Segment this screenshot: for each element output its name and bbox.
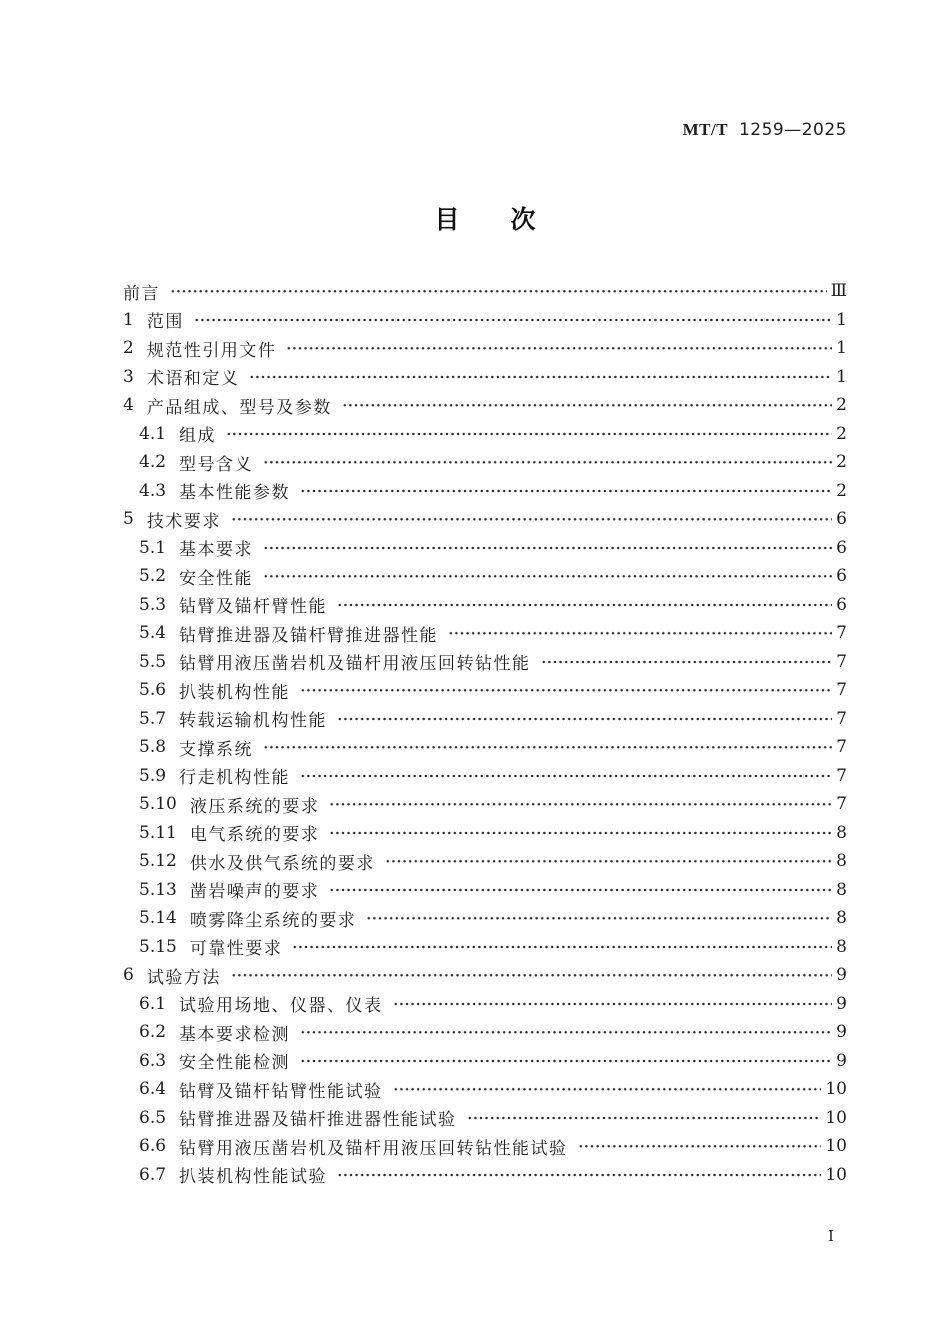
toc-entry — [123, 591, 847, 620]
toc-entry-number: 5 — [123, 509, 134, 530]
toc-entry-number: 4 — [123, 395, 134, 416]
toc-title-char-right: 次 — [510, 205, 536, 234]
toc-entry — [123, 619, 847, 648]
dot-leader — [300, 1018, 832, 1047]
dot-leader — [300, 477, 832, 506]
toc-entry-number: 5.13 — [139, 879, 177, 900]
toc-entry — [123, 534, 847, 563]
toc-entry-number: 3 — [123, 366, 134, 387]
toc-entry-number: 4.3 — [139, 480, 167, 501]
toc-entry — [123, 961, 847, 990]
toc-entry-page: 9 — [836, 1050, 847, 1071]
toc-entry — [123, 676, 847, 705]
dot-leader — [300, 676, 832, 705]
toc-entry-label: 安全性能 — [179, 568, 254, 589]
toc-entry-page: 7 — [836, 623, 847, 644]
toc-entry-label: 转载运输机构性能 — [179, 711, 328, 732]
dot-leader — [337, 1161, 821, 1190]
standard-code-prefix: MT/T — [682, 120, 729, 139]
toc-entry — [123, 1047, 847, 1076]
toc-entry-label: 安全性能检测 — [179, 1053, 291, 1074]
toc-entry-page: 2 — [836, 395, 847, 416]
toc-entry-number: 4.2 — [139, 452, 167, 473]
toc-entry-page: 8 — [836, 936, 847, 957]
dot-leader — [329, 876, 832, 905]
toc-entry-number: 6 — [123, 965, 134, 986]
toc-entry-number: 1 — [123, 309, 134, 330]
toc-entry-label: 技术要求 — [146, 511, 221, 532]
toc-entry-label: 扒装机构性能 — [179, 682, 291, 703]
toc-entry — [123, 648, 847, 677]
toc-entry-number: 5.6 — [139, 680, 167, 701]
toc-entry — [123, 790, 847, 819]
toc-entry-label: 型号含义 — [179, 454, 254, 475]
toc-entry-page: 8 — [836, 851, 847, 872]
toc-entry-label: 液压系统的要求 — [189, 796, 320, 817]
toc-entry-number: 5.8 — [139, 737, 167, 758]
dot-leader — [231, 961, 832, 990]
toc-entry-page: 7 — [836, 708, 847, 729]
toc-entry-label: 产品组成、型号及参数 — [146, 397, 332, 418]
toc-entry-label: 钻臂推进器及锚杆臂推进器性能 — [179, 625, 439, 646]
toc-entry-label: 基本性能参数 — [179, 483, 291, 504]
toc-entry-label: 规范性引用文件 — [146, 340, 277, 361]
dot-leader — [329, 790, 832, 819]
toc-entry — [123, 505, 847, 534]
toc-entry-label: 行走机构性能 — [179, 768, 291, 789]
dot-leader — [337, 705, 832, 734]
toc-entry-number: 6.6 — [139, 1136, 167, 1157]
toc-entry-page: 1 — [836, 366, 847, 387]
dot-leader — [329, 819, 832, 848]
toc-entry — [123, 391, 847, 420]
toc-entry-number: 4.1 — [139, 423, 167, 444]
dot-leader — [393, 1075, 822, 1104]
toc-entry-number: 5.4 — [139, 623, 167, 644]
toc-entry-label: 基本要求检测 — [179, 1024, 291, 1045]
dot-leader — [342, 391, 832, 420]
toc-entry-page: 6 — [836, 594, 847, 615]
toc-entry-page: 10 — [825, 1164, 847, 1185]
toc-entry — [123, 277, 847, 306]
toc-entry-page: 10 — [825, 1136, 847, 1157]
toc-entry-page: 7 — [836, 794, 847, 815]
toc-entry-label: 电气系统的要求 — [189, 825, 320, 846]
toc-entry-page: Ⅲ — [830, 281, 847, 302]
toc-entry-number: 6.1 — [139, 993, 167, 1014]
toc-entry-page: 8 — [836, 822, 847, 843]
dot-leader — [231, 505, 832, 534]
toc-entry — [123, 733, 847, 762]
standard-code-number: 1259—2025 — [738, 120, 847, 140]
toc-entry-label: 钻臂用液压凿岩机及锚杆用液压回转钻性能 — [179, 654, 531, 675]
toc-entry-page: 9 — [836, 1022, 847, 1043]
toc-entry-page: 7 — [836, 737, 847, 758]
toc-entry-page: 2 — [836, 423, 847, 444]
toc-entry — [123, 762, 847, 791]
toc-entry-page: 8 — [836, 879, 847, 900]
toc-entry-number: 2 — [123, 338, 134, 359]
toc-entry-number: 5.9 — [139, 765, 167, 786]
toc-entry-label: 范围 — [146, 312, 184, 333]
toc-entry — [123, 448, 847, 477]
dot-leader — [337, 591, 832, 620]
toc-entry-number: 5.5 — [139, 651, 167, 672]
dot-leader — [300, 762, 832, 791]
toc-entry-label: 前言 — [123, 283, 160, 304]
toc-entry-number: 5.3 — [139, 594, 167, 615]
toc-entry-number: 5.10 — [139, 794, 177, 815]
dot-leader — [170, 277, 827, 306]
dot-leader — [263, 562, 832, 591]
toc-entry-page: 9 — [836, 993, 847, 1014]
toc-entry-label: 凿岩噪声的要求 — [189, 882, 320, 903]
toc-entry-label: 钻臂及锚杆臂性能 — [179, 597, 328, 618]
dot-leader — [366, 904, 832, 933]
dot-leader — [541, 648, 833, 677]
toc-entry-number: 5.7 — [139, 708, 167, 729]
dot-leader — [467, 1104, 822, 1133]
dot-leader — [286, 334, 832, 363]
dot-leader — [385, 847, 832, 876]
dot-leader — [263, 534, 832, 563]
toc-entry-number: 5.12 — [139, 851, 177, 872]
toc-entry-label: 钻臂用液压凿岩机及锚杆用液压回转钻性能试验 — [179, 1138, 568, 1159]
toc-entry-page: 7 — [836, 765, 847, 786]
toc-entry-label: 喷雾降尘系统的要求 — [189, 910, 357, 931]
toc-title-char-left: 目 — [434, 205, 460, 234]
toc-entry — [123, 1104, 847, 1133]
toc-entry-page: 6 — [836, 537, 847, 558]
toc-entry — [123, 819, 847, 848]
dot-leader — [292, 933, 832, 962]
toc-entry — [123, 1161, 847, 1190]
toc-entry — [123, 1132, 847, 1161]
toc-entry-label: 试验用场地、仪器、仪表 — [179, 996, 383, 1017]
toc-entry-label: 基本要求 — [179, 540, 254, 561]
toc-entry-number: 5.15 — [139, 936, 177, 957]
toc-entry-label: 试验方法 — [146, 967, 221, 988]
toc-entry-number: 6.3 — [139, 1050, 167, 1071]
toc-entry-page: 1 — [836, 338, 847, 359]
toc-entry-number: 5.1 — [139, 537, 167, 558]
dot-leader — [300, 1047, 832, 1076]
toc-entry — [123, 420, 847, 449]
toc-entry-number: 6.7 — [139, 1164, 167, 1185]
toc-entry-number: 6.4 — [139, 1079, 167, 1100]
toc-entry-page: 7 — [836, 651, 847, 672]
toc-entry-label: 钻臂推进器及锚杆推进器性能试验 — [179, 1110, 457, 1131]
toc-entry-label: 扒装机构性能试验 — [179, 1167, 328, 1188]
toc-entry — [123, 990, 847, 1019]
dot-leader — [194, 306, 832, 335]
toc-entry — [123, 306, 847, 335]
toc-entry-number: 5.14 — [139, 908, 177, 929]
toc-entry-number: 5.2 — [139, 566, 167, 587]
toc-entry — [123, 847, 847, 876]
toc-entry-number: 6.5 — [139, 1107, 167, 1128]
toc-entry — [123, 1018, 847, 1047]
toc-entry-page: 7 — [836, 680, 847, 701]
toc-entry — [123, 705, 847, 734]
standard-code — [683, 120, 847, 140]
toc-entry-label: 供水及供气系统的要求 — [189, 853, 375, 874]
dot-leader — [226, 420, 832, 449]
dot-leader — [263, 733, 832, 762]
toc-list — [123, 277, 847, 1189]
toc-entry — [123, 876, 847, 905]
toc-entry — [123, 1075, 847, 1104]
toc-entry-number: 5.11 — [139, 822, 177, 843]
toc-entry — [123, 477, 847, 506]
toc-entry-label: 组成 — [179, 426, 217, 447]
toc-entry-page: 1 — [836, 309, 847, 330]
toc-entry — [123, 562, 847, 591]
dot-leader — [249, 363, 832, 392]
toc-entry-number: 6.2 — [139, 1022, 167, 1043]
toc-entry — [123, 363, 847, 392]
toc-entry-page: 2 — [836, 480, 847, 501]
toc-entry-page: 8 — [836, 908, 847, 929]
footer-page-number: Ⅰ — [828, 1227, 834, 1245]
toc-entry — [123, 933, 847, 962]
toc-entry-label: 支撑系统 — [179, 739, 254, 760]
toc-entry-label: 可靠性要求 — [189, 939, 283, 960]
toc-entry — [123, 334, 847, 363]
dot-leader — [393, 990, 833, 1019]
toc-entry-page: 6 — [836, 566, 847, 587]
dot-leader — [448, 619, 832, 648]
toc-entry-page: 10 — [825, 1107, 847, 1128]
toc-entry-page: 2 — [836, 452, 847, 473]
toc-entry-page: 10 — [825, 1079, 847, 1100]
toc-entry-label: 术语和定义 — [146, 369, 240, 390]
dot-leader — [578, 1132, 822, 1161]
toc-entry-label: 钻臂及锚杆钻臂性能试验 — [179, 1081, 383, 1102]
toc-entry-page: 9 — [836, 965, 847, 986]
toc-entry — [123, 904, 847, 933]
toc-entry-page: 6 — [836, 509, 847, 530]
dot-leader — [263, 448, 832, 477]
toc-title — [123, 200, 847, 236]
